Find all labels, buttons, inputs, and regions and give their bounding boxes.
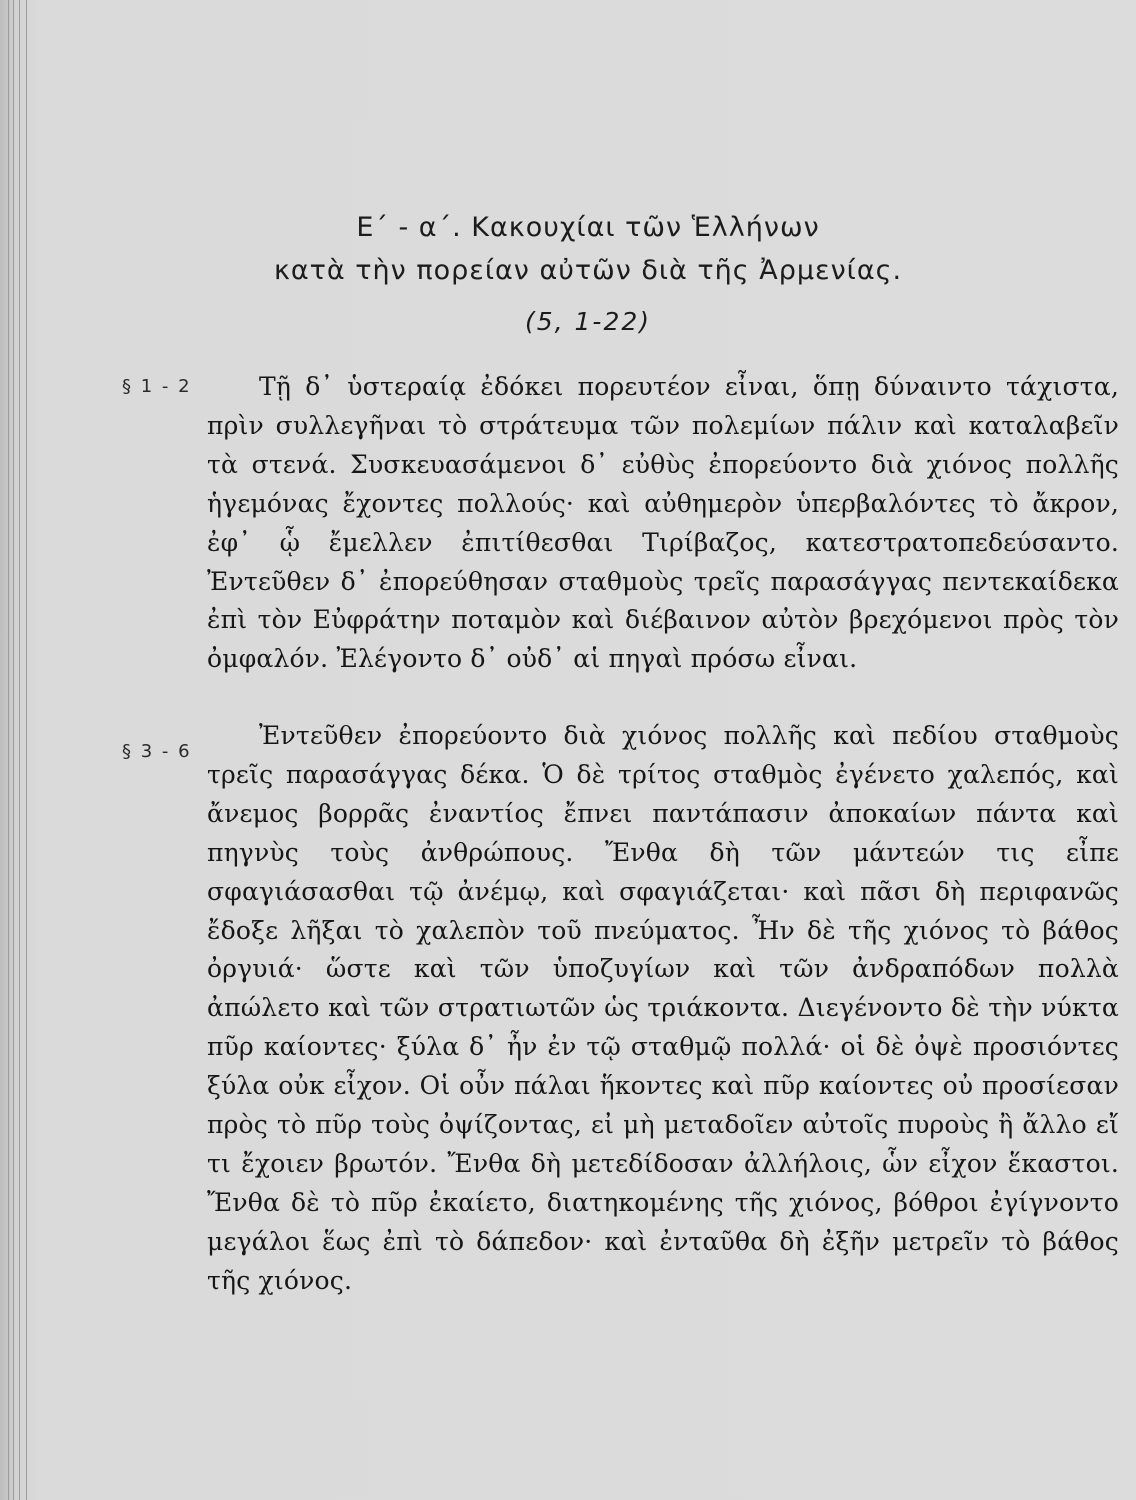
chapter-heading-line-1: Ε΄ - α΄. Κακουχίαι τῶν Ἑλλήνων bbox=[356, 212, 820, 243]
paragraph: Ἐντεῦθεν ἐπορεύοντο διὰ χιόνος πολλῆς καὶ πεδίου σταθμοὺς τρεῖς παρασάγγας δέκα. Ὁ δὲ τρίτος σταθμὸς ἐγένετο χαλεπός, καὶ ἄνεμος βορρᾶς ἐναντίος ἔπνει παντάπασιν ἀποκαίων πάντα καὶ πηγνὺς τοὺς ἀνθρώπους. Ἔνθα δὴ τῶν μάντεών τις εἶπε σφαγιάσασθαι τῷ ἀνέμῳ, καὶ σφαγιάζεται· καὶ πᾶσι δὴ περιφανῶς ἔδοξε λῆξαι τὸ χαλεπὸν τοῦ πνεύματος. Ἦν δὲ τῆς χιόνος τὸ βάθος ὀργυιά· ὥστε καὶ τῶν ὑποζυγίων καὶ τῶν ἀνδραπόδων πολλὰ ἀπώλετο καὶ τῶν στρατιωτῶν ὡς τριάκοντα. Διεγένοντο δὲ τὴν νύκτα πῦρ καίοντες· ξύλα δ᾽ ἦν ἐν τῷ σταθμῷ πολλά· οἱ δὲ ὀψὲ προσιόντες ξύλα οὐκ εἶχον. Οἱ οὖν πάλαι ἥκοντες καὶ πῦρ καίοντες οὐ προσίεσαν πρὸς τὸ πῦρ τοὺς ὀψίζοντας, εἰ μὴ μεταδοῖεν αὐτοῖς πυροὺς ἢ ἄλλο εἴ τι ἔχοιεν βρωτόν. Ἔνθα δὴ μετεδίδοσαν ἀλλήλοις, ὧν εἶχον ἕκαστοι. Ἔνθα δὲ τὸ πῦρ ἐκαίετο, διατηκομένης τῆς χιόνος, βόθροι ἐγίγνοντο μεγάλοι ἕως ἐπὶ τὸ δάπεδον· καὶ ἐνταῦθα δὴ ἐξῆν μετρεῖν τὸ βάθος τῆς χιόνος. bbox=[207, 721, 1119, 1295]
section-text-1 bbox=[207, 368, 1119, 679]
passage-reference: (5, 1-22) bbox=[524, 307, 652, 336]
chapter-heading-line-2: κατὰ τὴν πορείαν αὐτῶν διὰ τῆς Ἀρμενίας. bbox=[273, 255, 903, 286]
section-text-2 bbox=[207, 717, 1119, 1301]
section-label-1: § 1 - 2 bbox=[122, 376, 192, 397]
page-edge-line bbox=[8, 0, 9, 1500]
page-edge-line bbox=[13, 0, 14, 1500]
section-label-2: § 3 - 6 bbox=[122, 741, 192, 762]
paragraph: Τῇ δ᾽ ὑστεραίᾳ ἐδόκει πορευτέον εἶναι, ὅπῃ δύναιντο τάχιστα, πρὶν συλλεγῆναι τὸ στράτευμα τῶν πολεμίων πάλιν καὶ καταλαβεῖν τὰ στενά. Συσκευασάμενοι δ᾽ εὐθὺς ἐπορεύοντο διὰ χιόνος πολλῆς ἡγεμόνας ἔχοντες πολλούς· καὶ αὐθημερὸν ὑπερβαλόντες τὸ ἄκρον, ἐφ᾽ ᾧ ἔμελλεν ἐπιτίθεσθαι Τιρίβαζος, κατεστρατοπεδεύσαντο. Ἐντεῦθεν δ᾽ ἐπορεύθησαν σταθμοὺς τρεῖς παρασάγγας πεντεκαίδεκα ἐπὶ τὸν Εὐφράτην ποταμὸν καὶ διέβαινον αὐτὸν βρεχόμενοι πρὸς τὸν ὀμφαλόν. Ἐλέγοντο δ᾽ οὐδ᾽ αἱ πηγαὶ πρόσω εἶναι. bbox=[207, 372, 1119, 674]
